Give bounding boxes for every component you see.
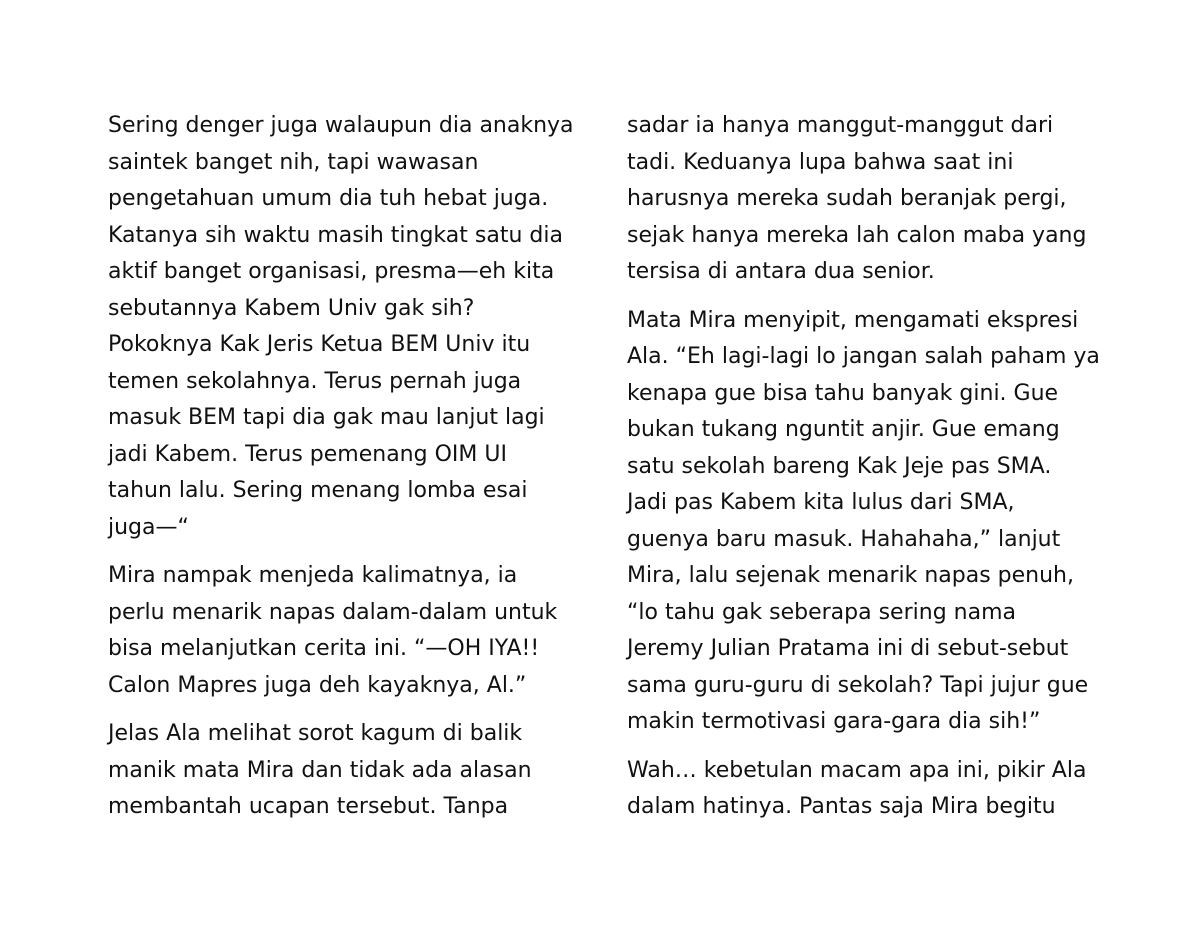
text-line: Mira, lalu sejenak menarik napas penuh, [627, 563, 1074, 588]
paragraph [627, 108, 1107, 291]
text-line: Mata Mira menyipit, mengamati ekspresi [627, 307, 1079, 333]
text-line: harusnya mereka sudah beranjak pergi, [627, 186, 1067, 211]
text-line: sama guru-guru di sekolah? Tapi jujur gue [627, 672, 1089, 698]
text-line: “lo tahu gak seberapa sering nama [627, 599, 1016, 625]
paragraph [108, 108, 588, 546]
text-line: sadar ia hanya manggut-manggut dari [627, 113, 1054, 138]
text-line: saintek banget nih, tapi wawasan [108, 149, 479, 175]
text-line: Jelas Ala melihat sorot kagum di balik [108, 721, 523, 746]
text-line: membantah ucapan tersebut. Tanpa [108, 794, 509, 819]
text-line: Wah… kebetulan macam apa ini, pikir Ala [627, 757, 1087, 783]
text-line: kenapa gue bisa tahu banyak gini. Gue [627, 380, 1059, 406]
text-line: masuk BEM tapi dia gak mau lanjut lagi [108, 405, 545, 430]
text-line: Sering denger juga walaupun dia anaknya [108, 113, 574, 138]
text-line: dalam hatinya. Pantas saja Mira begitu [627, 794, 1056, 819]
text-line: aktif banget organisasi, presma—eh kita [108, 259, 555, 284]
text-line: temen sekolahnya. Terus pernah juga [108, 368, 522, 394]
left-column [108, 108, 588, 838]
text-line: Jadi pas Kabem kita lulus dari SMA, [627, 490, 1015, 515]
text-line: pengetahuan umum dia tuh hebat juga. [108, 186, 549, 211]
paragraph [108, 558, 588, 704]
text-line: guenya baru masuk. Hahahaha,” lanjut [627, 526, 1061, 552]
text-line: Ala. “Eh lagi-lagi lo jangan salah paham ya [627, 344, 1100, 369]
text-line: makin termotivasi gara-gara dia sih!” [627, 709, 1041, 734]
paragraph [108, 716, 588, 826]
text-line: Mira nampak menjeda kalimatnya, ia [108, 563, 518, 588]
text-line: tahun lalu. Sering menang lomba esai [108, 478, 528, 503]
text-line: tadi. Keduanya lupa bahwa saat ini [627, 149, 1014, 175]
right-column [627, 108, 1107, 838]
text-line: juga—“ [108, 514, 189, 540]
text-line: Katanya sih waktu masih tingkat satu dia [108, 222, 563, 248]
text-line: manik mata Mira dan tidak ada alasan [108, 757, 532, 783]
text-line: bisa melanjutkan cerita ini. “—OH IYA!! [108, 636, 540, 661]
text-line: tersisa di antara dua senior. [627, 259, 935, 284]
text-line: perlu menarik napas dalam-dalam untuk [108, 599, 558, 625]
text-line: jadi Kabem. Terus pemenang OIM UI [108, 441, 507, 467]
text-line: satu sekolah bareng Kak Jeje pas SMA. [627, 453, 1052, 479]
paragraph [627, 753, 1107, 826]
text-line: sejak hanya mereka lah calon maba yang [627, 222, 1087, 248]
text-line: sebutannya Kabem Univ gak sih? [108, 295, 475, 321]
text-line: Pokoknya Kak Jeris Ketua BEM Univ itu [108, 332, 531, 357]
text-line: bukan tukang nguntit anjir. Gue emang [627, 417, 1060, 442]
text-line: Calon Mapres juga deh kayaknya, Al.” [108, 672, 527, 698]
paragraph [627, 303, 1107, 741]
text-line: Jeremy Julian Pratama ini di sebut-sebut [627, 636, 1069, 661]
